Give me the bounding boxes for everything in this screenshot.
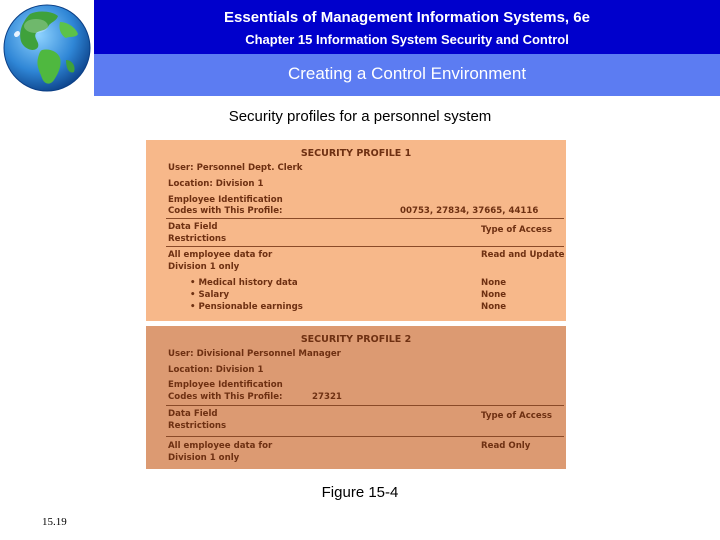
security-profile-1 <box>146 140 566 321</box>
profile-1-row-access: Read and Update <box>481 250 565 260</box>
profile-1-row-label-2: Division 1 only <box>168 262 240 272</box>
profile-2-access-header: Type of Access <box>481 411 552 421</box>
profile-1-emp-id-label-2: Codes with This Profile: <box>168 206 283 216</box>
profile-2-location: Location: Division 1 <box>168 365 264 375</box>
profile-2-emp-id-label-2: Codes with This Profile: <box>168 392 283 402</box>
globe-icon <box>0 0 94 96</box>
section-title: Creating a Control Environment <box>287 64 527 83</box>
profile-2-row-label-2: Division 1 only <box>168 453 240 463</box>
profile-1-title: SECURITY PROFILE 1 <box>300 148 412 159</box>
profile-1-codes: 00753, 27834, 37665, 44116 <box>400 206 539 216</box>
profile-2-field-label-2: Restrictions <box>168 421 227 431</box>
profile-1-divider-2 <box>166 246 564 247</box>
profile-1-bullet-access: None <box>481 302 507 312</box>
profile-2-divider-1 <box>166 405 564 406</box>
profile-1-access-header: Type of Access <box>481 225 552 235</box>
profile-1-field-label-2: Restrictions <box>168 234 227 244</box>
profile-2-row-access: Read Only <box>481 441 531 451</box>
profile-1-bullet-access: None <box>481 278 507 288</box>
header-title: Essentials of Management Information Systems, 6e <box>224 9 590 26</box>
profile-2-field-label-1: Data Field <box>168 409 218 419</box>
profile-2-row-label-1: All employee data for <box>168 441 273 451</box>
header-subtitle: Chapter 15 Information System Security and Control <box>245 32 569 47</box>
profile-1-bullet-label: • Pensionable earnings <box>190 302 303 312</box>
profile-1-location: Location: Division 1 <box>168 179 264 189</box>
profile-2-codes: 27321 <box>312 392 342 402</box>
profile-1-bullet-access: None <box>481 290 507 300</box>
profile-1-field-label-1: Data Field <box>168 222 218 232</box>
profile-2-divider-2 <box>166 436 564 437</box>
figure-caption: Security profiles for a personnel system <box>228 108 492 125</box>
profile-1-row-label-1: All employee data for <box>168 250 273 260</box>
security-profile-2 <box>146 326 566 469</box>
profile-1-emp-id-label-1: Employee Identification <box>168 195 283 205</box>
profile-2-title: SECURITY PROFILE 2 <box>300 334 412 345</box>
figure-label: Figure 15-4 <box>321 484 399 501</box>
profile-1-divider-1 <box>166 218 564 219</box>
slide-number: 15.19 <box>42 516 67 528</box>
profile-2-user: User: Divisional Personnel Manager <box>168 349 341 359</box>
profile-1-bullet-label: • Medical history data <box>190 278 298 288</box>
profile-1-bullet-label: • Salary <box>190 290 230 300</box>
profile-1-user: User: Personnel Dept. Clerk <box>168 163 303 173</box>
globe-logo <box>0 0 94 96</box>
profile-2-emp-id-label-1: Employee Identification <box>168 380 283 390</box>
